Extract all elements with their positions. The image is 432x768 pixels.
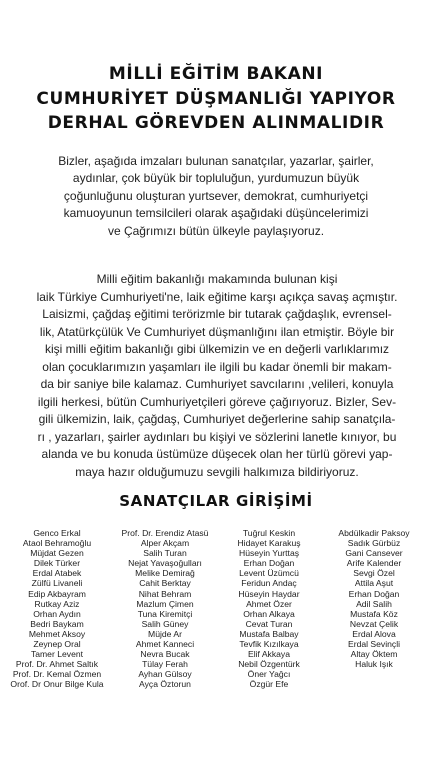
signature-name: Hüseyin Yurttaş: [238, 548, 300, 559]
signature-name: Melike Demirağ: [135, 568, 195, 579]
intro-line: aydınlar, çok büyük bir topluluğun, yurdumuzun büyük: [72, 171, 360, 186]
signature-name: Mazlum Çimen: [136, 598, 194, 609]
signature-name: Edip Akbayram: [28, 588, 86, 599]
body-line: lik, Atatürkçülük Ve Cumhuriyet düşmanlığını ilan etmiştir. Böyle bir: [39, 324, 395, 339]
signature-name: Tülay Ferah: [142, 659, 188, 670]
signature-name: Nevzat Çelik: [349, 618, 399, 629]
signature-column-2: [113, 528, 217, 690]
body-line: olan çocuklarımızın yaşamları ile ilgili bu kadar önemli bir makam-: [42, 359, 392, 374]
signature-name: Altay Öktem: [350, 649, 398, 660]
signature-name: Ayhan Gülsoy: [138, 669, 192, 680]
signature-column-4: [322, 528, 426, 669]
title-line-1: MİLLİ EĞİTİM BAKANI: [108, 64, 324, 84]
signature-name: Adil Salih: [356, 598, 392, 609]
signature-name: Müjde Ar: [148, 628, 182, 639]
signature-name: Erdal Atabek: [32, 568, 82, 579]
signature-name: Alper Akçam: [140, 538, 190, 549]
signature-name: Nebil Özgentürk: [238, 659, 300, 670]
signature-name: Müjdat Gezen: [30, 548, 84, 559]
signature-name: Nejat Yavaşoğulları: [128, 558, 202, 569]
signature-column-3: [222, 528, 316, 690]
signature-name: Haluk Işık: [355, 659, 393, 670]
signature-name: Zülfü Livaneli: [31, 578, 83, 589]
signature-name: Prof. Dr. Erendiz Atasü: [121, 528, 209, 538]
signature-name: Mustafa Köz: [350, 608, 398, 619]
body-paragraph: [24, 271, 410, 481]
signature-name: Nihat Behram: [138, 588, 192, 599]
signature-name: Erdal Alova: [352, 628, 396, 639]
signature-name: Sadık Gürbüz: [347, 538, 401, 549]
initiative-heading: SANATÇILAR GİRİŞİMİ: [119, 492, 313, 510]
signature-name: Nevra Bucak: [140, 649, 190, 660]
body-line: ilgili herkesi, bütün Cumhuriyetçileri göreve çağırıyoruz. Bizler, Sev-: [37, 394, 397, 409]
signature-name: Dilek Türker: [33, 558, 81, 569]
signature-name: Erhan Doğan: [243, 558, 295, 569]
body-line: Milli eğitim bakanlığı makamında bulunan kişi: [96, 272, 338, 286]
intro-line: ve Çağrımızı bütün ülkeyle paylaşıyoruz.: [107, 223, 325, 238]
signature-name: Bedri Baykam: [30, 618, 84, 629]
signature-name: Mustafa Balbay: [239, 628, 299, 639]
signature-name: Tuna Kiremitçi: [137, 608, 193, 619]
signature-name: Erdal Sevinçli: [347, 639, 401, 650]
signature-name: Gani Cansever: [345, 548, 403, 559]
signature-name: Mehmet Aksoy: [28, 628, 86, 639]
signature-name: Attila Aşut: [354, 578, 394, 589]
signature-name: Cevat Turan: [245, 618, 293, 629]
signature-name: Salih Güney: [141, 618, 189, 629]
signature-name: Feridun Andaç: [241, 578, 297, 589]
body-line: da bir saniye bile kalamaz. Cumhuriyet savcılarını ,velileri, konuyla: [40, 377, 394, 391]
title-line-2: CUMHURİYET DÜŞMANLIĞI YAPIYOR: [36, 88, 396, 109]
signature-name: Tevfik Kızılkaya: [239, 639, 299, 650]
signature-name: Orhan Aydın: [33, 608, 81, 619]
intro-paragraph: [24, 153, 408, 240]
page-title: [0, 62, 432, 136]
body-line: kişi milli eğitim bakanlığı gibi ülkemizin ve en değerli varlıklarımız: [44, 342, 390, 356]
signature-name: Tamer Levent: [30, 649, 84, 660]
signature-name: Prof. Dr. Kemal Özmen: [12, 669, 102, 680]
signature-name: Ahmet Kanneci: [135, 639, 195, 650]
intro-line: Bizler, aşağıda imzaları bulunan sanatçılar, yazarlar, şairler,: [58, 154, 374, 168]
signature-name: Arife Kalender: [346, 558, 402, 569]
body-line: alanda ve bu konuda üstümüze düşecek olan her türlü görevi yap-: [41, 447, 393, 461]
body-line: laik Türkiye Cumhuriyeti'ne, laik eğitime karşı açıkça savaş açmıştır.: [36, 289, 398, 304]
signature-name: Cahit Berktay: [139, 578, 191, 589]
signature-name: Ahmet Özer: [246, 598, 292, 609]
signature-name: Levent Üzümcü: [239, 568, 299, 579]
body-line: gili ülkemizin, laik, çağdaş, Cumhuriyet değerlerine sahip sanatçıla-: [38, 412, 396, 426]
signature-name: Ayça Öztorun: [139, 679, 191, 690]
signature-name: Abdülkadir Paksoy: [338, 528, 410, 538]
signature-name: Orhan Alkaya: [243, 608, 295, 619]
signature-name: Hüseyin Haydar: [238, 588, 300, 599]
signature-name: Salih Turan: [143, 548, 187, 559]
signature-name: Hidayet Karakuş: [237, 538, 301, 549]
body-line: Laisizmi, çağdaş eğitimi terörizmle bir tutarak çağdaşlık, evrensel-: [42, 307, 392, 321]
intro-line: kamuoyunun temsilcileri olarak aşağıdaki düşüncelerimizi: [63, 206, 369, 221]
signature-name: Tuğrul Keskin: [242, 528, 296, 538]
signature-name: Ataol Behramoğlu: [22, 538, 92, 549]
signature-name: Erhan Doğan: [348, 588, 400, 599]
signature-name: Sevgi Özel: [353, 568, 395, 579]
signature-name: Öner Yağcı: [247, 669, 291, 680]
body-line: maya hazır olduğumuzu sevgili halkımıza bildiriyoruz.: [75, 464, 359, 479]
title-line-3: DERHAL GÖREVDEN ALINMALIDIR: [47, 113, 385, 133]
signature-column-1: [10, 528, 104, 690]
signature-name: Elif Akkaya: [247, 649, 291, 660]
signature-name: Zeynep Oral: [33, 639, 81, 650]
signature-name: Orof. Dr Onur Bilge Kula: [10, 679, 104, 690]
signature-name: Özgür Efe: [249, 679, 289, 690]
body-line: rı , yazarları, şairler aydınları bu kişiyi ve sözlerini lanetle kınıyor, bu: [37, 429, 397, 444]
signature-name: Rutkay Aziz: [34, 598, 80, 609]
signature-name: Genco Erkal: [33, 528, 81, 538]
intro-line: çoğunluğunu oluşturan yurtsever, demokrat, cumhuriyetçi: [63, 188, 369, 203]
signature-name: Prof. Dr. Ahmet Saltık: [15, 659, 99, 670]
